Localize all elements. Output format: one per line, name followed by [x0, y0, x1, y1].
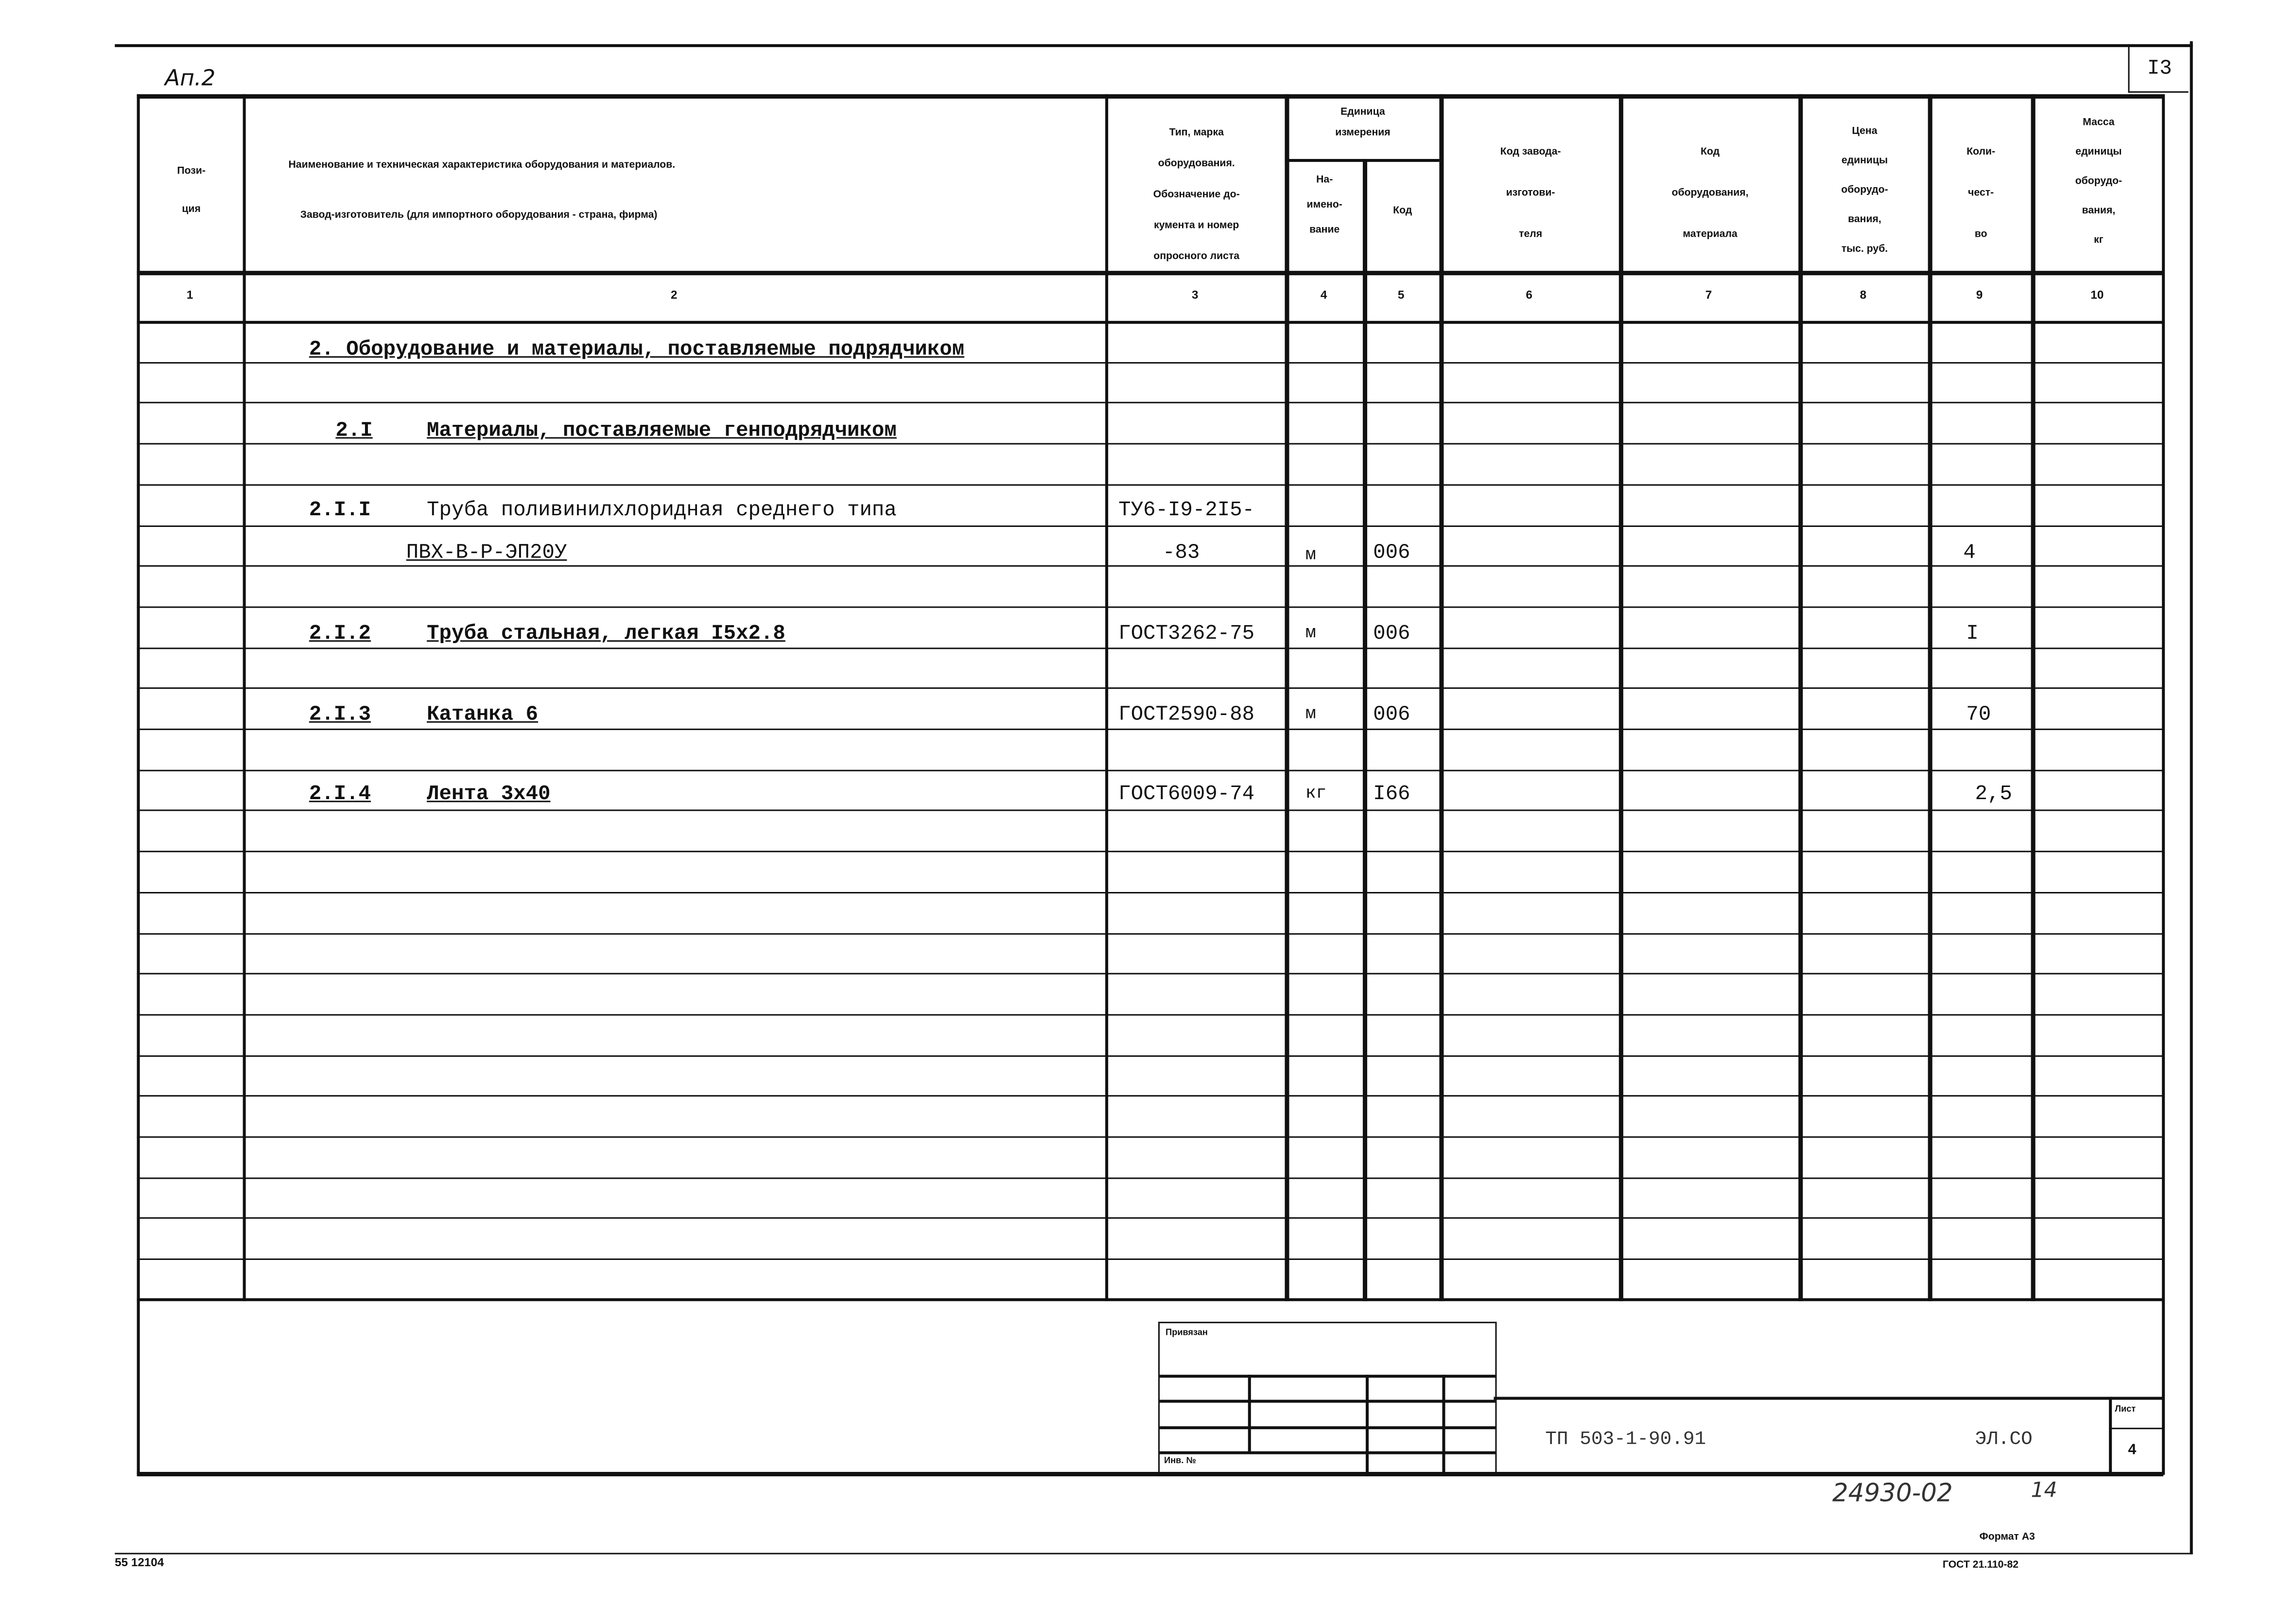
- column-divider: [243, 94, 245, 1301]
- header-col1: [147, 153, 236, 229]
- row-pos: 2.I.3: [309, 703, 371, 727]
- row-divider: [137, 769, 2164, 771]
- column-number: 4: [1320, 288, 1327, 302]
- row-code: 006: [1373, 622, 1410, 647]
- row-position: 2.I: [335, 419, 373, 443]
- gost-label: ГОСТ 21.110-82: [1942, 1560, 2019, 1571]
- row-doc: ГОСТ6009-74: [1118, 783, 1255, 807]
- header-text: ция: [182, 204, 201, 215]
- row-code: 006: [1373, 542, 1410, 565]
- header-text: тыс. руб.: [1841, 244, 1888, 255]
- row-divider: [137, 1258, 2164, 1260]
- header-text: вание: [1309, 225, 1340, 236]
- unit-group-divider: [1285, 159, 1439, 162]
- header-text: во: [1974, 229, 1987, 240]
- column-number: 7: [1705, 288, 1712, 302]
- row-divider: [137, 851, 2164, 852]
- table-top: [137, 94, 2164, 99]
- header-text: Тип, марка: [1169, 128, 1224, 139]
- binding-stamp: [1158, 1322, 1496, 1476]
- column-divider: [1928, 94, 1932, 1301]
- header-col8: [1801, 118, 1928, 265]
- header-text: изготови-: [1506, 188, 1555, 199]
- header-text: имено-: [1306, 200, 1342, 211]
- row-unit: м: [1305, 703, 1316, 724]
- header-text: опросного листа: [1153, 251, 1240, 262]
- header-text: оборудо-: [1841, 185, 1888, 196]
- row-divider: [137, 565, 2164, 567]
- sheet-label: Ап.2: [165, 65, 216, 91]
- column-divider: [1439, 94, 1443, 1301]
- header-text: Цена: [1852, 126, 1878, 137]
- title-block-divider: [2109, 1428, 2163, 1429]
- column-number: 2: [671, 288, 678, 302]
- row-divider: [137, 729, 2164, 730]
- row-divider: [137, 1096, 2164, 1097]
- frame-bottom: [115, 1553, 2193, 1555]
- header-text: вания,: [1848, 215, 1881, 226]
- header-text: измерения: [1335, 128, 1391, 139]
- header-text: теля: [1519, 229, 1543, 240]
- row-doc: ТУ6-I9-2I5-: [1118, 499, 1255, 523]
- row-name: Труба стальная, легкая I5x2.8: [427, 622, 785, 647]
- row-divider: [137, 524, 2164, 526]
- row-doc: -83: [1163, 542, 1200, 565]
- frame-right: [2190, 41, 2192, 1555]
- header-text: чест-: [1968, 188, 1994, 199]
- table-bottom: [137, 1298, 2164, 1301]
- row-qty: I: [1966, 622, 1979, 647]
- row-divider: [137, 647, 2164, 648]
- row-qty: 2,5: [1975, 783, 2012, 807]
- row-divider: [137, 891, 2164, 893]
- column-number: 9: [1976, 288, 1983, 302]
- header-col9: [1931, 133, 2031, 256]
- header-col5: Код: [1393, 206, 1412, 217]
- row-divider: [137, 1136, 2164, 1138]
- header-text: Код завода-: [1500, 147, 1561, 157]
- header-text: материала: [1683, 229, 1738, 240]
- stamp-line: [1248, 1375, 1251, 1451]
- header-text: оборудо-: [2075, 176, 2122, 187]
- column-number: 6: [1526, 288, 1532, 302]
- header-col4: [1288, 168, 1361, 243]
- document-mark: ЭЛ.СО: [1975, 1428, 2033, 1450]
- column-number: 1: [186, 288, 193, 302]
- row-divider: [137, 484, 2164, 486]
- header-col2: [288, 141, 675, 242]
- column-divider: [1619, 94, 1623, 1301]
- row-pos: 2.I.4: [309, 783, 371, 807]
- header-text: Обозначение до-: [1153, 190, 1240, 200]
- stamp-line: [1160, 1451, 1495, 1454]
- row-divider: [137, 1014, 2164, 1015]
- row-position: 2.I.I: [309, 499, 371, 523]
- print-id: 55 12104: [115, 1556, 164, 1569]
- row-name: ПВХ-В-Р-ЭП20У: [406, 542, 567, 565]
- page-number: I3: [2147, 57, 2172, 81]
- stamp-line: [1160, 1375, 1495, 1378]
- row-doc: ГОСТ2590-88: [1118, 703, 1255, 727]
- header-text: Код: [1700, 147, 1720, 157]
- row-divider: [137, 606, 2164, 608]
- column-divider: [1285, 94, 1288, 1301]
- row-divider: [137, 1055, 2164, 1056]
- inventory-number: 24930-02: [1832, 1479, 1953, 1509]
- row-divider: [137, 688, 2164, 689]
- row-divider: [137, 1177, 2164, 1178]
- header-text: Коли-: [1966, 147, 1996, 157]
- header-col7: [1622, 133, 1798, 256]
- row-divider: [137, 402, 2164, 404]
- row-qty: 4: [1963, 542, 1976, 565]
- row-name: Материалы, поставляемые генподрядчиком: [427, 419, 897, 443]
- header-text: Пози-: [177, 166, 206, 177]
- stamp-inv-label: Инв. №: [1164, 1457, 1196, 1466]
- column-number: 5: [1397, 288, 1405, 302]
- header-unit-group: [1288, 103, 1438, 144]
- row-code: I66: [1373, 783, 1410, 807]
- stamp-line: [1366, 1375, 1368, 1476]
- row-code: 006: [1373, 703, 1410, 727]
- stamp-bound-label: Привязан: [1165, 1329, 1208, 1338]
- column-divider: [2031, 94, 2035, 1301]
- header-col10: [2034, 109, 2163, 256]
- header-text: единицы: [1841, 156, 1888, 167]
- column-divider: [1798, 94, 1802, 1301]
- row-divider: [137, 810, 2164, 812]
- frame-top: [115, 44, 2193, 47]
- header-text: оборудования,: [1671, 188, 1749, 199]
- row-unit: м: [1305, 622, 1316, 644]
- header-text: Завод-изготовитель (для импортного оборудования - страна, фирма): [300, 210, 658, 221]
- header-text: Наименование и техническая характеристика оборудования и материалов.: [288, 160, 676, 171]
- inventory-sheet: 14: [2031, 1479, 2057, 1503]
- title-block-top: [1494, 1397, 2163, 1400]
- stamp-line: [1442, 1375, 1444, 1476]
- header-text: Единица: [1340, 107, 1385, 118]
- sheet-label-text: Лист: [2115, 1405, 2136, 1415]
- format-label: Формат А3: [1979, 1532, 2035, 1543]
- row-unit: кг: [1305, 783, 1327, 804]
- header-text: оборудования.: [1158, 159, 1235, 170]
- row-doc: ГОСТ3262-75: [1118, 622, 1255, 647]
- row-divider: [137, 973, 2164, 975]
- sheet-number: 4: [2128, 1442, 2137, 1459]
- document-code: ТП 503-1-90.91: [1545, 1428, 1706, 1450]
- row-divider: [137, 443, 2164, 445]
- column-divider: [1105, 94, 1108, 1301]
- row-name: Труба поливинилхлоридная среднего типа: [427, 499, 897, 523]
- header-text: кг: [2094, 235, 2104, 246]
- column-number: 8: [1860, 288, 1867, 302]
- row-pos: 2.I.2: [309, 622, 371, 647]
- bottom-border: [137, 1472, 2164, 1476]
- row-name: Катанка 6: [427, 703, 539, 727]
- stamp-line: [1160, 1400, 1495, 1403]
- stamp-line: [1160, 1426, 1495, 1429]
- header-text: единицы: [2075, 147, 2122, 157]
- header-text: Масса: [2083, 118, 2115, 128]
- header-col6: [1442, 133, 1618, 256]
- row-divider: [137, 932, 2164, 934]
- number-row-bottom: [137, 321, 2164, 324]
- header-text: кумента и номер: [1154, 221, 1239, 231]
- title-block-divider: [2109, 1397, 2111, 1473]
- section-title: 2. Оборудование и материалы, поставляемые подрядчиком: [309, 338, 965, 362]
- header-text: На-: [1316, 175, 1333, 186]
- page-number-box: [2128, 44, 2188, 93]
- row-unit: м: [1305, 544, 1316, 565]
- header-text: вания,: [2082, 206, 2116, 217]
- column-number: 3: [1191, 288, 1199, 302]
- row-qty: 70: [1966, 703, 1991, 727]
- header-col3: [1111, 118, 1282, 272]
- column-number: 10: [2090, 288, 2104, 302]
- row-divider: [137, 1218, 2164, 1219]
- row-name: Лента 3х40: [427, 783, 551, 807]
